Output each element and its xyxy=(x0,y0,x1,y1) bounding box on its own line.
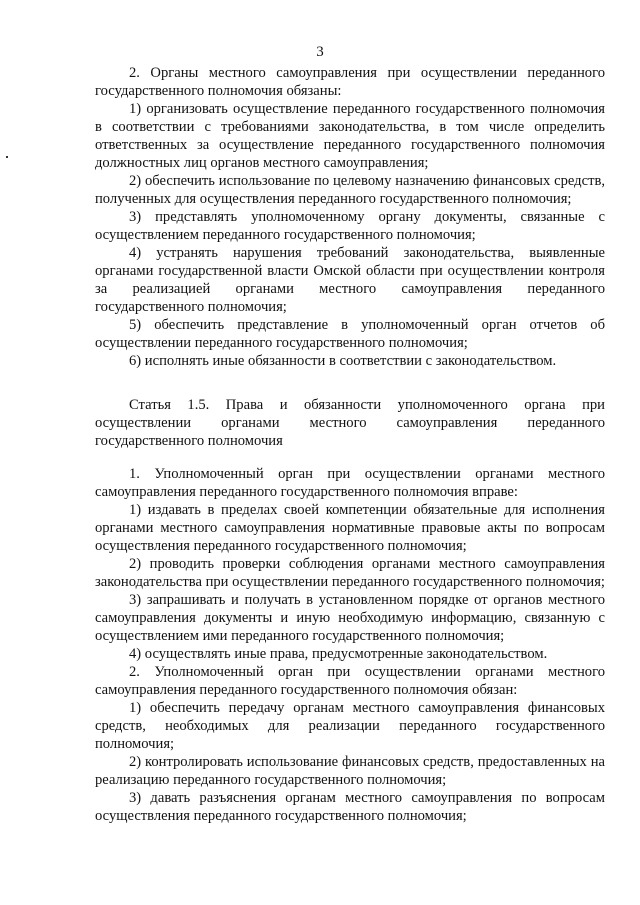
paragraph: 4) осуществлять иные права, предусмотренные законодательством. xyxy=(129,646,548,662)
paragraph: 4) устранять нарушения требований законодательства, выявленные органами государственной власти Омской области при осуществлении контроля за реализацией органами местного самоуправления переданного государственного полномочия; xyxy=(95,245,605,315)
article-heading-block xyxy=(95,396,605,450)
article-heading: Статья 1.5. Права и обязанности уполномоченного органа при осуществлении органами местного самоуправления переданного государственного полномочия xyxy=(95,397,605,449)
page-number: 3 xyxy=(316,44,324,60)
paragraph: 1) обеспечить передачу органам местного самоуправления финансовых средств, необходимых для реализации переданного государственного полномочия; xyxy=(95,700,605,752)
paragraph: 5) обеспечить представление в уполномоченный орган отчетов об осуществлении переданного государственного полномочия; xyxy=(95,317,605,351)
paragraph: 1) организовать осуществление переданного государственного полномочия в соответствии с требованиями законодательства, в том числе определить ответственных за осуществление переданного государственного полномочия должностных лиц органов местного самоуправления; xyxy=(95,101,605,171)
scan-speck xyxy=(6,156,8,158)
paragraph: 2) проводить проверки соблюдения органами местного самоуправления законодательства при осуществлении переданного государственного полномочия; xyxy=(95,556,605,590)
text-body-lower xyxy=(95,465,605,825)
paragraph: 2. Уполномоченный орган при осуществлении органами местного самоуправления переданного государственного полномочия обязан: xyxy=(95,664,605,698)
paragraph: 1. Уполномоченный орган при осуществлении органами местного самоуправления переданного государственного полномочия вправе: xyxy=(95,466,605,500)
paragraph: 1) издавать в пределах своей компетенции обязательные для исполнения органами местного самоуправления нормативные правовые акты по вопросам осуществления переданного государственного полномочия; xyxy=(95,502,605,554)
paragraph: 2) обеспечить использование по целевому назначению финансовых средств, полученных для осуществления переданного государственного полномочия; xyxy=(95,173,605,207)
paragraph: 6) исполнять иные обязанности в соответствии с законодательством. xyxy=(129,353,557,369)
paragraph: 3) представлять уполномоченному органу документы, связанные с осуществлением переданного государственного полномочия; xyxy=(95,209,605,243)
paragraph: 2) контролировать использование финансовых средств, предоставленных на реализацию переданного государственного полномочия; xyxy=(95,754,605,788)
paragraph: 3) давать разъяснения органам местного самоуправления по вопросам осуществления переданного государственного полномочия; xyxy=(95,790,605,824)
paragraph: 2. Органы местного самоуправления при осуществлении переданного государственного полномочия обязаны: xyxy=(95,65,605,99)
paragraph: 3) запрашивать и получать в установленном порядке от органов местного самоуправления документы и иную необходимую информацию, связанную с осуществлением ими переданного государственного полномочия; xyxy=(95,592,605,644)
text-body-upper xyxy=(95,64,605,370)
